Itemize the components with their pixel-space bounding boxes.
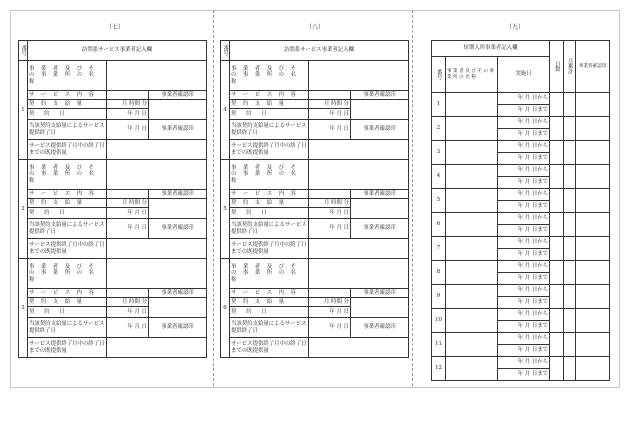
service-end-date-field[interactable]: 年 月 日 <box>107 120 149 140</box>
shortstay-to-date[interactable]: 年 月 日まで <box>498 369 550 381</box>
service-label: サ ー ビ ス 内 容 <box>230 91 309 100</box>
shortstay-from-date[interactable]: 年 月 日から <box>498 237 550 249</box>
confirm-stamp-label: 事業者確認印 <box>351 289 409 298</box>
service-end-date-field[interactable]: 年 月 日 <box>309 120 351 140</box>
provided-amount-field[interactable] <box>107 239 207 259</box>
provided-amount-field[interactable] <box>309 239 409 259</box>
contract-date-field[interactable]: 年 月 日 <box>107 208 149 219</box>
shortstay-provider-field[interactable] <box>446 213 498 237</box>
shortstay-days-field[interactable] <box>550 333 564 357</box>
provided-amount-label: サービス提供終了月中の終了日までの既提供量 <box>28 239 107 259</box>
confirm-stamp-label: 事業者確認印 <box>149 318 207 338</box>
shortstay-to-date[interactable]: 年 月 日まで <box>498 153 550 165</box>
confirm-stamp-label: 事業者確認印 <box>351 318 409 338</box>
shortstay-confirm-field[interactable] <box>576 189 610 213</box>
confirm-stamp-box[interactable] <box>149 199 207 219</box>
confirm-stamp-box[interactable] <box>149 100 207 120</box>
service-end-label: 当該契約支給量によるサービス提供終了日 <box>28 318 107 338</box>
contract-amount-label: 契 約 支 給 量 <box>28 100 107 109</box>
contract-date-field[interactable]: 年 月 日 <box>107 109 149 120</box>
shortstay-monthly-field[interactable] <box>564 357 576 381</box>
shortstay-number: 7 <box>432 237 446 261</box>
shortstay-from-date[interactable]: 年 月 日から <box>498 309 550 321</box>
shortstay-confirm-field[interactable] <box>576 333 610 357</box>
service-field[interactable] <box>309 91 351 100</box>
shortstay-to-date[interactable]: 年 月 日まで <box>498 129 550 141</box>
shortstay-from-date[interactable]: 年 月 日から <box>498 261 550 273</box>
shortstay-confirm-field[interactable] <box>576 285 610 309</box>
service-label: サ ー ビ ス 内 容 <box>28 91 107 100</box>
provided-amount-field[interactable] <box>107 338 207 358</box>
service-end-date-field[interactable]: 年 月 日 <box>309 318 351 338</box>
shortstay-monthly-field[interactable] <box>564 333 576 357</box>
service-label: サ ー ビ ス 内 容 <box>230 190 309 199</box>
shortstay-provider-field[interactable] <box>446 93 498 117</box>
shortstay-to-date[interactable]: 年 月 日まで <box>498 225 550 237</box>
column-title-header: 訪問系サービス事業者記入欄 <box>230 41 409 61</box>
provider-name-label: 事 業 者 及 び そ の 事 業 所 の 名 称 <box>28 259 107 289</box>
shortstay-number: 10 <box>432 309 446 333</box>
contract-amount-field[interactable]: 月 時間 分 <box>309 100 351 109</box>
confirm-stamp-label: 事業者確認印 <box>149 190 207 199</box>
shortstay-to-date[interactable]: 年 月 日まで <box>498 201 550 213</box>
provided-amount-label: サービス提供終了月中の終了日までの既提供量 <box>230 239 309 259</box>
shortstay-days-field[interactable] <box>550 357 564 381</box>
shortstay-days-field[interactable] <box>550 285 564 309</box>
shortstay-number: 5 <box>432 189 446 213</box>
provider-name-label: 事 業 者 及 び そ の 事 業 所 の 名 称 <box>230 61 309 91</box>
service-end-date-field[interactable]: 年 月 日 <box>107 318 149 338</box>
shortstay-days-field[interactable] <box>550 213 564 237</box>
shortstay-provider-field[interactable] <box>446 357 498 381</box>
contract-amount-label: 契 約 支 給 量 <box>230 199 309 208</box>
confirm-stamp-label: 事業者確認印 <box>149 289 207 298</box>
contract-amount-field[interactable]: 月 時間 分 <box>309 298 351 307</box>
contract-date-field[interactable]: 年 月 日 <box>309 307 351 318</box>
panel-divider <box>213 10 214 386</box>
shortstay-monthly-field[interactable] <box>564 309 576 333</box>
confirm-stamp-box[interactable] <box>351 100 409 120</box>
service-end-date-field[interactable]: 年 月 日 <box>309 219 351 239</box>
shortstay-provider-field[interactable] <box>446 333 498 357</box>
shortstay-number: 4 <box>432 165 446 189</box>
shortstay-monthly-field[interactable] <box>564 165 576 189</box>
confirm-stamp-label: 事業者確認印 <box>149 120 207 140</box>
service-field[interactable] <box>107 91 149 100</box>
shortstay-provider-field[interactable] <box>446 309 498 333</box>
shortstay-number: 8 <box>432 261 446 285</box>
shortstay-days-field[interactable] <box>550 237 564 261</box>
provider-table-right <box>220 40 409 358</box>
confirm-header: 事業者確認印 <box>576 41 610 93</box>
period-header: 実施日 <box>498 57 550 93</box>
shortstay-number: 9 <box>432 285 446 309</box>
contract-date-label: 契 約 日 <box>230 307 309 318</box>
entry-number: 4 <box>221 61 230 160</box>
confirm-stamp-label: 事業者確認印 <box>351 120 409 140</box>
shortstay-from-date[interactable]: 年 月 日から <box>498 165 550 177</box>
shortstay-monthly-field[interactable] <box>564 189 576 213</box>
shortstay-confirm-field[interactable] <box>576 117 610 141</box>
days-header: 日数 <box>550 41 564 93</box>
shortstay-provider-field[interactable] <box>446 117 498 141</box>
shortstay-monthly-field[interactable] <box>564 285 576 309</box>
panel-title-9: （九） <box>505 24 524 31</box>
confirm-stamp-box[interactable] <box>351 298 409 318</box>
confirm-stamp-label: 事業者確認印 <box>351 190 409 199</box>
shortstay-number: 11 <box>432 333 446 357</box>
shortstay-monthly-field[interactable] <box>564 261 576 285</box>
contract-date-field[interactable]: 年 月 日 <box>309 208 351 219</box>
column-title-header: 訪問系サービス事業者記入欄 <box>28 41 207 61</box>
shortstay-confirm-field[interactable] <box>576 237 610 261</box>
contract-date-label: 契 約 日 <box>28 109 107 120</box>
provided-amount-field[interactable] <box>107 140 207 160</box>
shortstay-confirm-field[interactable] <box>576 93 610 117</box>
shortstay-number: 3 <box>432 141 446 165</box>
confirm-stamp-box[interactable] <box>351 199 409 219</box>
shortstay-provider-field[interactable] <box>446 141 498 165</box>
confirm-stamp-label: 事業者確認印 <box>351 219 409 239</box>
shortstay-confirm-field[interactable] <box>576 261 610 285</box>
shortstay-to-date[interactable]: 年 月 日まで <box>498 273 550 285</box>
service-field[interactable] <box>107 190 149 199</box>
entry-number: 2 <box>19 160 28 259</box>
service-end-date-field[interactable]: 年 月 日 <box>107 219 149 239</box>
service-end-label: 当該契約支給量によるサービス提供終了日 <box>28 120 107 140</box>
provided-amount-field[interactable] <box>309 338 409 358</box>
contract-date-field[interactable]: 年 月 日 <box>309 109 351 120</box>
shortstay-confirm-field[interactable] <box>576 357 610 381</box>
contract-amount-field[interactable]: 月 時間 分 <box>107 100 149 109</box>
provider-name-field[interactable] <box>309 61 409 91</box>
shortstay-from-date[interactable]: 年 月 日から <box>498 117 550 129</box>
panel-title-8: （八） <box>305 24 324 31</box>
provider-name-field[interactable] <box>107 259 207 289</box>
shortstay-from-date[interactable]: 年 月 日から <box>498 285 550 297</box>
confirm-stamp-box[interactable] <box>149 298 207 318</box>
shortstay-number: 12 <box>432 357 446 381</box>
shortstay-monthly-field[interactable] <box>564 93 576 117</box>
contract-amount-field[interactable]: 月 時間 分 <box>107 298 149 307</box>
column-number-header: 番号 <box>221 41 230 61</box>
entry-number: 3 <box>19 259 28 358</box>
provider-name-label: 事 業 者 及 び そ の 事 業 所 の 名 称 <box>230 160 309 190</box>
service-end-label: 当該契約支給量によるサービス提供終了日 <box>230 318 309 338</box>
provider-name-field[interactable] <box>107 61 207 91</box>
provider-name-label: 事 業 者 及 び そ の 事 業 所 の 名 称 <box>28 160 107 190</box>
entry-number: 5 <box>221 160 230 259</box>
shortstay-to-date[interactable]: 年 月 日まで <box>498 297 550 309</box>
shortstay-table <box>431 40 610 381</box>
shortstay-from-date[interactable]: 年 月 日から <box>498 93 550 105</box>
shortstay-provider-field[interactable] <box>446 165 498 189</box>
confirm-stamp-label: 事業者確認印 <box>149 91 207 100</box>
shortstay-provider-field[interactable] <box>446 261 498 285</box>
shortstay-days-field[interactable] <box>550 189 564 213</box>
shortstay-days-field[interactable] <box>550 309 564 333</box>
shortstay-provider-field[interactable] <box>446 237 498 261</box>
contract-date-label: 契 約 日 <box>28 208 107 219</box>
service-label: サ ー ビ ス 内 容 <box>28 289 107 298</box>
contract-date-label: 契 約 日 <box>230 208 309 219</box>
shortstay-confirm-field[interactable] <box>576 165 610 189</box>
shortstay-number: 2 <box>432 117 446 141</box>
service-label: サ ー ビ ス 内 容 <box>230 289 309 298</box>
shortstay-to-date[interactable]: 年 月 日まで <box>498 249 550 261</box>
service-end-label: 当該契約支給量によるサービス提供終了日 <box>230 219 309 239</box>
shortstay-monthly-field[interactable] <box>564 141 576 165</box>
contract-amount-field[interactable]: 月 時間 分 <box>309 199 351 208</box>
service-label: サ ー ビ ス 内 容 <box>28 190 107 199</box>
shortstay-confirm-field[interactable] <box>576 309 610 333</box>
contract-date-label: 契 約 日 <box>28 307 107 318</box>
provider-table-left <box>18 40 207 358</box>
provided-amount-label: サービス提供終了月中の終了日までの既提供量 <box>230 338 309 358</box>
contract-amount-label: 契 約 支 給 量 <box>230 100 309 109</box>
service-end-label: 当該契約支給量によるサービス提供終了日 <box>230 120 309 140</box>
entry-number: 6 <box>221 259 230 358</box>
provider-name-field[interactable] <box>309 259 409 289</box>
shortstay-number: 1 <box>432 93 446 117</box>
shortstay-provider-field[interactable] <box>446 285 498 309</box>
provider-name-label: 事 業 者 及 び そ の 事 業 所 の 名 称 <box>28 61 107 91</box>
shortstay-to-date[interactable]: 年 月 日まで <box>498 105 550 117</box>
shortstay-number: 6 <box>432 213 446 237</box>
shortstay-confirm-field[interactable] <box>576 141 610 165</box>
provided-amount-label: サービス提供終了月中の終了日までの既提供量 <box>230 140 309 160</box>
shortstay-days-field[interactable] <box>550 93 564 117</box>
panel-title-7: （七） <box>105 24 124 31</box>
service-field[interactable] <box>107 289 149 298</box>
provider-name-field[interactable] <box>309 160 409 190</box>
shortstay-provider-field[interactable] <box>446 189 498 213</box>
shortstay-confirm-field[interactable] <box>576 213 610 237</box>
monthly-total-header: 月累計 <box>564 41 576 93</box>
shortstay-monthly-field[interactable] <box>564 237 576 261</box>
number-header: 番号 <box>432 57 446 93</box>
provider-name-label: 事 業 者 及 び そ の 事 業 所 の 名 称 <box>230 259 309 289</box>
shortstay-from-date[interactable]: 年 月 日から <box>498 213 550 225</box>
contract-amount-label: 契 約 支 給 量 <box>28 199 107 208</box>
shortstay-days-field[interactable] <box>550 165 564 189</box>
shortstay-to-date[interactable]: 年 月 日まで <box>498 321 550 333</box>
shortstay-days-field[interactable] <box>550 261 564 285</box>
confirm-stamp-label: 事業者確認印 <box>351 91 409 100</box>
provider-name-field[interactable] <box>107 160 207 190</box>
contract-amount-label: 契 約 支 給 量 <box>28 298 107 307</box>
shortstay-from-date[interactable]: 年 月 日から <box>498 189 550 201</box>
provided-amount-label: サービス提供終了月中の終了日までの既提供量 <box>28 140 107 160</box>
service-field[interactable] <box>309 289 351 298</box>
shortstay-monthly-field[interactable] <box>564 117 576 141</box>
contract-amount-label: 契 約 支 給 量 <box>230 298 309 307</box>
shortstay-from-date[interactable]: 年 月 日から <box>498 141 550 153</box>
shortstay-monthly-field[interactable] <box>564 213 576 237</box>
confirm-stamp-label: 事業者確認印 <box>149 219 207 239</box>
shortstay-from-date[interactable]: 年 月 日から <box>498 333 550 345</box>
column-number-header: 番号 <box>19 41 28 61</box>
shortstay-from-date[interactable]: 年 月 日から <box>498 357 550 369</box>
shortstay-to-date[interactable]: 年 月 日まで <box>498 177 550 189</box>
contract-amount-field[interactable]: 月 時間 分 <box>107 199 149 208</box>
contract-date-label: 契 約 日 <box>230 109 309 120</box>
shortstay-days-field[interactable] <box>550 117 564 141</box>
service-end-label: 当該契約支給量によるサービス提供終了日 <box>28 219 107 239</box>
shortstay-to-date[interactable]: 年 月 日まで <box>498 345 550 357</box>
shortstay-days-field[interactable] <box>550 141 564 165</box>
shortstay-title: 短期入所事業者記入欄 <box>432 41 550 57</box>
contract-date-field[interactable]: 年 月 日 <box>107 307 149 318</box>
provided-amount-field[interactable] <box>309 140 409 160</box>
service-field[interactable] <box>309 190 351 199</box>
entry-number: 1 <box>19 61 28 160</box>
provided-amount-label: サービス提供終了月中の終了日までの既提供量 <box>28 338 107 358</box>
provider-name-header: 事 業 者 及 び そ の 事 業 所 の 名 称 <box>446 57 498 93</box>
panel-divider <box>412 10 413 386</box>
